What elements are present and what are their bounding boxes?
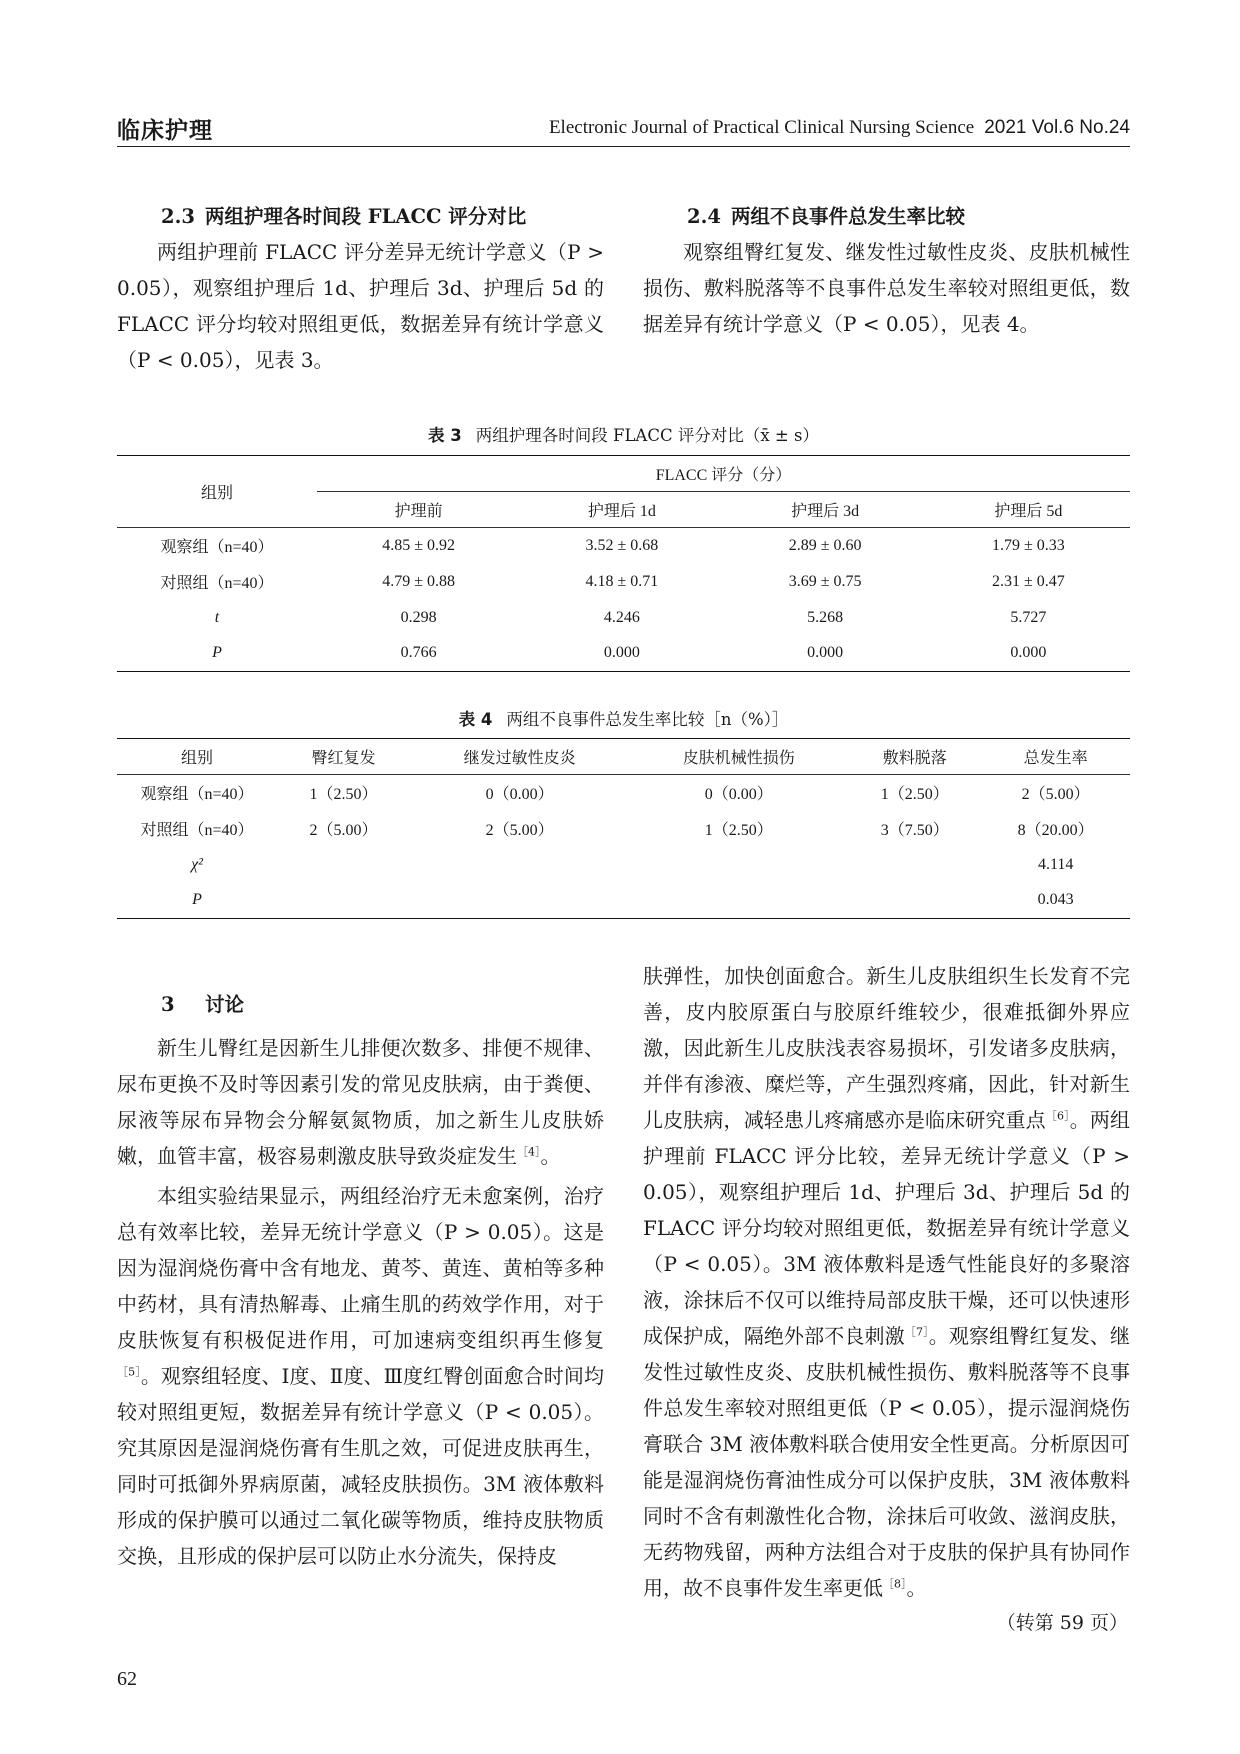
table-header-cell: 组别 [117,456,317,528]
table-4 [117,738,1130,919]
table-row-label: P [192,891,202,909]
paragraph-text: 本组实验结果显示，两组经治疗无未愈案例，治疗总有效率比较，差异无统计学意义（P > 0.05）。这是因为湿润烧伤膏中含有地龙、黄芩、黄连、黄柏等多种中药材，具有清热解毒、止痛生肌的药效学作用，对于皮肤恢复有积极促进作用，可加速病变组织再生修复 [117,1184,604,1352]
header-rule [117,146,1130,147]
table-cell: 1（2.50） [309,786,378,804]
table-cell [277,883,410,919]
table-cell: 0（0.00） [704,786,773,804]
table-row-label: t [214,608,220,626]
table-cell: 1（2.50） [880,786,949,804]
table-cell: 2.89 ± 0.60 [788,536,862,554]
table-header-cell: 护理前 [394,503,443,520]
section-3-left [117,988,604,1574]
table-cell: 3.69 ± 0.75 [788,572,862,590]
table-cell [629,883,848,919]
table-header-cell: 护理后 1d [587,503,656,520]
table-cell: 0.043 [1037,891,1074,909]
table-title: 两组护理各时间段 FLACC 评分对比（x̄ ± s） [475,426,819,445]
table-row [117,847,1130,883]
section-title: 讨论 [205,993,245,1016]
section-number: 2.4 [687,205,721,228]
table-header-cell: 组别 [180,750,213,767]
table-row [117,564,1130,600]
paragraph-text: 肤弹性，加快创面愈合。新生儿皮肤组织生长发育不完善，皮内胶原蛋白与胶原纤维较少，很难抵御外界应激，因此新生儿皮肤浅表容易损坏，引发诸多皮肤病，并伴有渗液、糜烂等，产生强烈疼痛，因此，针对新生儿皮肤病，减轻患儿疼痛感亦是临床研究重点 [643,964,1130,1132]
paragraph-text: 。观察组臀红复发、继发性过敏性皮炎、皮肤机械性损伤、敷料脱落等不良事件总发生率较对照组更低（P < 0.05），提示湿润烧伤膏联合 3M 液体敷料联合使用安全性更高。分析原因可能是湿润烧伤膏油性成分可以保护皮肤，3M 液体敷料同时不含有刺激性化合物，涂抹后可收敛、滋润皮肤，无药物残留，两种方法组合对于皮肤的保护具有协同作用，故不良事件发生率更低 [643,1324,1131,1600]
continued-note: （转第 59 页） [996,1612,1128,1634]
table-cell: 4.246 [603,608,640,626]
table-cell: 5.727 [1010,608,1047,626]
paragraph-text: 。观察组轻度、Ⅰ度、Ⅱ度、Ⅲ度红臀创面愈合时间均较对照组更短，数据差异有统计学意义（P < 0.05）。究其原因是湿润烧伤膏有生肌之效，可促进皮肤再生，同时可抵御外界病原菌，减轻皮肤损伤。3M 液体敷料形成的保护膜可以通过二氧化碳等物质，维持皮肤物质交换，且形成的保护层可以防止水分流失，保持皮 [117,1364,604,1568]
running-header [117,112,1130,148]
table-row-label: 对照组（n=40） [160,575,274,592]
table-row-label: χ² [191,855,203,873]
table-cell: 1（2.50） [704,822,773,839]
table-row [117,528,1130,564]
table-cell: 8（20.00） [1017,822,1094,839]
table-header-cell: 臀红复发 [311,750,376,767]
table-row [117,883,1130,919]
paragraph-text: 。两组护理前 FLACC 评分比较，差异无统计学意义（P > 0.05），观察组护理后 1d、护理后 3d、护理后 5d 的 FLACC 评分均较对照组更低，数据差异有统计学意义（P < 0.05）。3M 液体敷料是透气性能良好的多聚溶液，涂抹后不仅可以维持局部皮肤干燥，还可以快速形成保护成，隔绝外部不良刺激 [643,1108,1131,1348]
paragraph: 观察组臀红复发、继发性过敏性皮炎、皮肤机械性损伤、敷料脱落等不良事件总发生率较对照组更低，数据差异有统计学意义（P < 0.05），见表 4。 [643,240,1130,336]
table-cell: 0.766 [400,644,437,662]
table-header-cell: 护理后 3d [791,503,860,520]
section-2-3 [117,200,604,378]
table-row [117,600,1130,636]
table-cell [277,847,410,883]
page-number: 62 [117,1668,137,1690]
table-cell: 2（5.00） [309,822,378,839]
section-heading [643,200,1130,234]
table-cell: 0.000 [603,644,640,662]
table-cell: 2（5.00） [1021,786,1090,804]
journal-title-cn: 临床护理 [117,118,213,144]
citation: ［5］ [117,1365,141,1379]
table-row [117,775,1130,811]
table-row-label: 对照组（n=40） [140,822,254,839]
table-cell [848,847,981,883]
table-cell [410,883,629,919]
table-cell [410,847,629,883]
table-cell: 4.85 ± 0.92 [382,536,456,554]
table-cell: 3.52 ± 0.68 [585,536,659,554]
citation: ［8］ [883,1577,907,1591]
table-header-cell: 总发生率 [1023,750,1088,767]
table-cell: 1.79 ± 0.33 [991,536,1065,554]
table-header-cell: 敷料脱落 [882,750,947,767]
table-row-label: 观察组（n=40） [160,539,274,557]
paragraph-text: 新生儿臀红是因新生儿排便次数多、排便不规律、尿布更换不及时等因素引发的常见皮肤病，由于粪便、尿液等尿布异物会分解氨氮物质，加之新生儿皮肤娇嫩，血管丰富，极容易刺激皮肤导致炎症发生 [117,1036,604,1168]
table-row [117,811,1130,847]
paragraph [117,1030,604,1174]
paragraph-text: 。 [540,1144,561,1168]
journal-info [549,117,1130,139]
paragraph [117,1178,604,1574]
paragraph-text: 。 [906,1576,927,1600]
table-header-cell: 皮肤机械性损伤 [682,750,795,767]
journal-title-en: Electronic Journal of Practical Clinical Nursing Science [548,117,975,138]
section-heading [117,988,604,1022]
table-cell [848,883,981,919]
table-header-cell: 护理后 5d [994,503,1063,520]
table-label: 表 3 [428,426,462,445]
table-cell: 5.268 [807,608,844,626]
paragraph [643,958,1130,1606]
paragraph: 两组护理前 FLACC 评分差异无统计学意义（P > 0.05），观察组护理后 1d、护理后 3d、护理后 5d 的 FLACC 评分均较对照组更低，数据差异有统计学意义（P < 0.05），见表 3。 [117,240,604,372]
table-cell: 2（5.00） [485,822,554,839]
table-row-label: 观察组（n=40） [140,786,254,804]
table-cell: 4.79 ± 0.88 [382,572,456,590]
table-cell: 0.298 [400,608,437,626]
table-header-cell: 继发过敏性皮炎 [463,750,576,767]
section-3-right [643,958,1130,1606]
table-cell: 3（7.50） [880,822,949,839]
table-4-caption [117,706,1130,730]
table-row-label: P [212,644,222,662]
table-3-caption [117,422,1130,446]
journal-volume: 2021 Vol.6 No.24 [984,117,1130,138]
table-title: 两组不良事件总发生率比较［n（%）］ [506,710,789,729]
table-row [117,636,1130,672]
section-2-4 [643,200,1130,342]
section-title: 两组不良事件总发生率比较 [731,205,966,228]
table-label: 表 4 [458,710,493,729]
table-cell: 0（0.00） [485,786,554,804]
table-cell: 4.114 [1037,855,1074,873]
citation: ［7］ [904,1325,929,1339]
table-cell: 0.000 [807,644,844,662]
table-cell [629,847,848,883]
table-span-header: FLACC 评分（分） [317,456,1130,492]
section-number: 3 [161,993,175,1016]
section-title: 两组护理各时间段 FLACC 评分对比 [205,205,527,228]
table-3 [117,455,1130,672]
citation: ［6］ [1045,1109,1070,1123]
table-cell: 2.31 ± 0.47 [991,572,1065,590]
section-heading [117,200,604,234]
table-cell: 0.000 [1010,644,1047,662]
table-cell: 4.18 ± 0.71 [585,572,659,590]
citation: ［4］ [517,1145,541,1159]
section-number: 2.3 [161,205,195,228]
